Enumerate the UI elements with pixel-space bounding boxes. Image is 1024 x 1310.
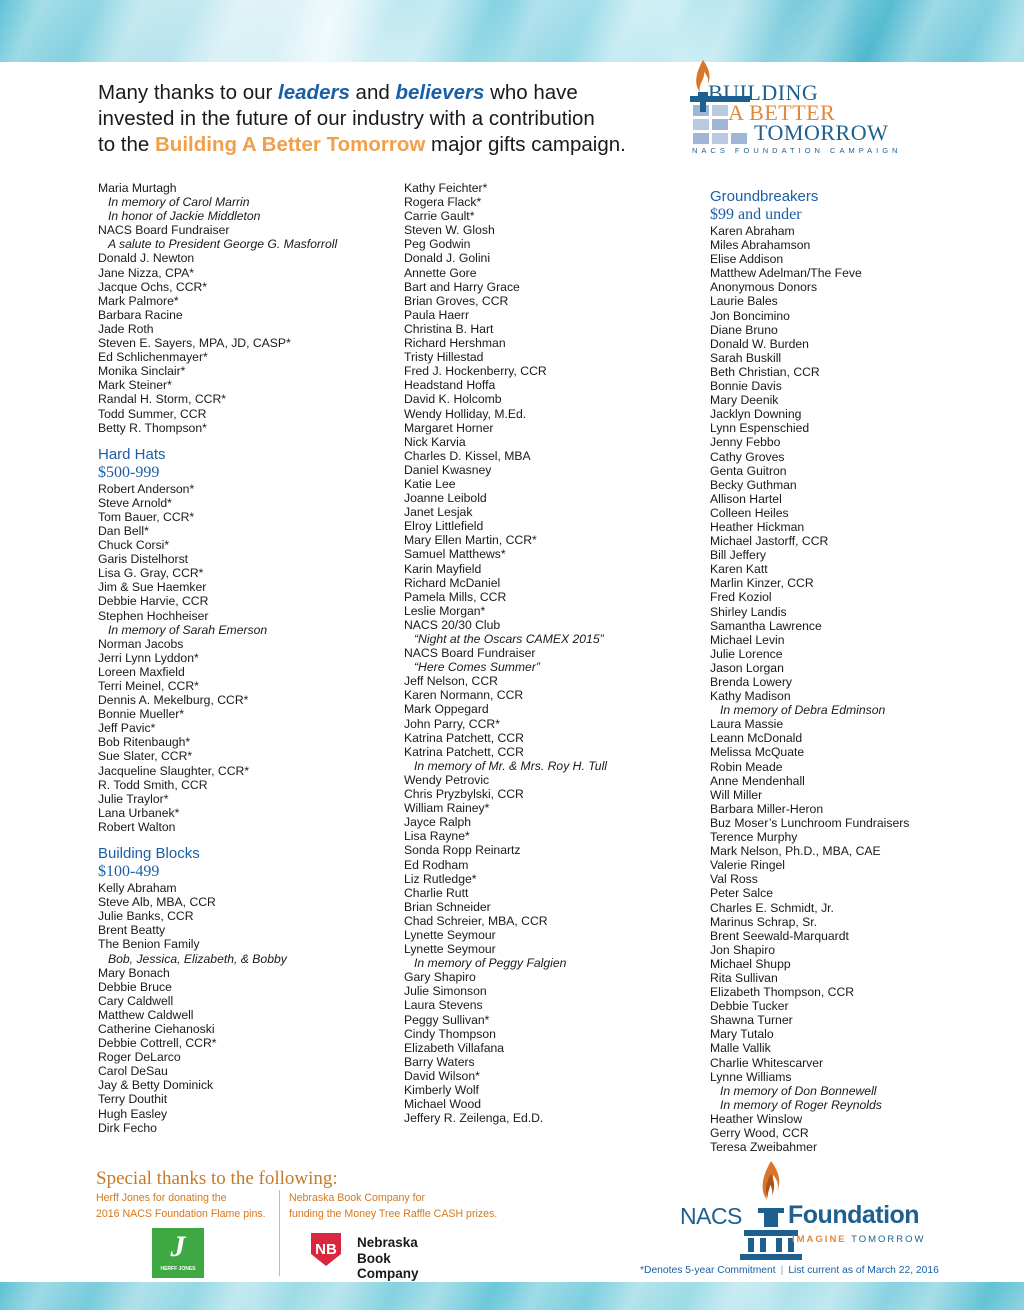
donor-name: Peter Salce bbox=[710, 886, 774, 901]
donor-name: R. Todd Smith, CCR bbox=[98, 777, 208, 792]
donor-name: Diane Bruno bbox=[710, 322, 778, 337]
donor-name: Colleen Heiles bbox=[710, 505, 789, 520]
donor-name: Lana Urbanek* bbox=[98, 805, 180, 820]
campaign-logo-line3: TOMORROW bbox=[754, 120, 889, 145]
nebraska-book-logo bbox=[308, 1230, 438, 1281]
donor-name: Chris Pryzbylski, CCR bbox=[404, 787, 524, 802]
donor-name: Kathy Madison bbox=[710, 689, 791, 704]
donor-name: Michael Levin bbox=[710, 632, 785, 647]
nacs-logo-text: NACS bbox=[680, 1203, 742, 1229]
donor-name: Will Miller bbox=[710, 787, 763, 802]
headline-believers: believers bbox=[395, 81, 485, 104]
donor-dedication: In memory of Sarah Emerson bbox=[108, 622, 268, 637]
donor-column-3 bbox=[710, 177, 909, 1154]
donor-name: Beth Christian, CCR bbox=[710, 364, 820, 379]
donor-name: John Parry, CCR* bbox=[404, 716, 500, 731]
donor-name: Terri Meinel, CCR* bbox=[98, 679, 199, 693]
donor-name: Terence Murphy bbox=[710, 830, 798, 845]
donor-name: Tom Bauer, CCR* bbox=[98, 509, 195, 524]
headline-text: major gifts campaign. bbox=[425, 133, 626, 156]
donor-name: Mary Tutalo bbox=[710, 1027, 774, 1042]
donor-name: Debbie Bruce bbox=[98, 979, 172, 994]
donor-name: Jacqueline Slaughter, CCR* bbox=[98, 763, 250, 778]
donor-name: Steve Alb, MBA, CCR bbox=[98, 895, 216, 910]
donor-name: Jason Lorgan bbox=[710, 660, 784, 675]
donor-name: Cary Caldwell bbox=[98, 993, 174, 1008]
donor-name: Carrie Gault* bbox=[404, 209, 475, 224]
donor-name: Julie Banks, CCR bbox=[98, 909, 194, 924]
nebraska-note-line: funding the Money Tree Raffle CASH prizes. bbox=[289, 1208, 498, 1220]
donor-name: Brian Schneider bbox=[404, 899, 491, 914]
donor-name: Elizabeth Villafana bbox=[404, 1040, 505, 1055]
nebraska-book-mark-icon bbox=[308, 1230, 344, 1268]
donor-name: Allison Hartel bbox=[710, 491, 782, 506]
donor-name: Chad Schreier, MBA, CCR bbox=[404, 913, 548, 928]
donor-name: Elise Addison bbox=[710, 252, 784, 267]
donor-name: Malle Vallik bbox=[710, 1041, 771, 1056]
donor-name: Elroy Littlefield bbox=[404, 519, 484, 534]
donor-name: Jeffery R. Zeilenga, Ed.D. bbox=[404, 1111, 544, 1126]
headline-text: to the bbox=[98, 133, 155, 156]
donor-name: Brenda Lowery bbox=[710, 675, 792, 689]
donor-name: Brian Groves, CCR bbox=[404, 293, 509, 308]
giving-level-range: $100-499 bbox=[98, 863, 160, 881]
nebraska-note bbox=[289, 1190, 497, 1222]
donor-name: Lynne Williams bbox=[710, 1069, 792, 1084]
giving-level-range: $500-999 bbox=[98, 463, 160, 481]
footnote-separator: | bbox=[780, 1265, 784, 1276]
donor-name: Maria Murtagh bbox=[98, 181, 177, 195]
herff-jones-note-line: 2016 NACS Foundation Flame pins. bbox=[96, 1208, 266, 1220]
donor-name: Peggy Sullivan* bbox=[404, 1012, 490, 1027]
campaign-logo-line1: BUILDING bbox=[708, 80, 819, 105]
donor-name: Shirley Landis bbox=[710, 604, 787, 619]
campaign-logo-tagline: NACS FOUNDATION CAMPAIGN bbox=[692, 146, 902, 155]
donor-name: Liz Rutledge* bbox=[404, 871, 477, 886]
donor-name: Peg Godwin bbox=[404, 237, 471, 252]
donor-name: NACS Board Fundraiser bbox=[98, 223, 230, 238]
donor-name: Elizabeth Thompson, CCR bbox=[710, 985, 855, 1000]
donor-name: Matthew Adelman/The Feve bbox=[710, 266, 862, 281]
donor-name: Joanne Leibold bbox=[404, 491, 487, 506]
donor-name: Heather Hickman bbox=[710, 519, 805, 534]
campaign-logo-line2: A BETTER bbox=[728, 100, 836, 125]
foundation-logo-text: Foundation bbox=[788, 1201, 920, 1229]
donor-name: Mark Palmore* bbox=[98, 293, 179, 308]
donor-name: Brent Seewald-Marquardt bbox=[710, 928, 849, 943]
donor-name: Tristy Hillestad bbox=[404, 350, 484, 365]
nacs-foundation-logo bbox=[680, 1160, 940, 1260]
donor-column-2 bbox=[404, 181, 607, 1125]
donor-name: Anne Mendenhall bbox=[710, 773, 805, 788]
donor-name: Heather Winslow bbox=[710, 1111, 803, 1126]
herff-jones-note bbox=[96, 1190, 266, 1222]
donor-name: Lynette Seymour bbox=[404, 942, 496, 957]
donor-name: Katrina Patchett, CCR bbox=[404, 744, 524, 759]
donor-name: Wendy Holliday, M.Ed. bbox=[404, 406, 527, 421]
donor-dedication: In memory of Mr. & Mrs. Roy H. Tull bbox=[414, 758, 607, 773]
donor-name: Barbara Racine bbox=[98, 307, 183, 322]
donor-name: Bonnie Mueller* bbox=[98, 707, 185, 722]
donor-name: Kimberly Wolf bbox=[404, 1083, 479, 1097]
donor-name: Lynette Seymour bbox=[404, 927, 496, 942]
donor-dedication: A salute to President George G. Masforroll bbox=[108, 237, 338, 252]
donor-name: Mary Bonach bbox=[98, 965, 170, 980]
donor-name: Samuel Matthews* bbox=[404, 547, 506, 562]
donor-name: Lisa G. Gray, CCR* bbox=[98, 566, 204, 581]
donor-name: Karen Abraham bbox=[710, 224, 795, 238]
special-thanks-title: Special thanks to the following: bbox=[96, 1168, 338, 1189]
donor-name: William Rainey* bbox=[404, 801, 490, 816]
donor-dedication: In memory of Roger Reynolds bbox=[720, 1097, 882, 1112]
donor-name: Jeff Nelson, CCR bbox=[404, 674, 498, 689]
donor-name: Dennis A. Mekelburg, CCR* bbox=[98, 693, 249, 708]
donor-name: Wendy Petrovic bbox=[404, 772, 490, 787]
donor-name: Leann McDonald bbox=[710, 731, 803, 746]
donor-name: Jacque Ochs, CCR* bbox=[98, 279, 208, 294]
donor-name: Bart and Harry Grace bbox=[404, 279, 520, 294]
donor-name: Julie Simonson bbox=[404, 984, 487, 999]
donor-name: Pamela Mills, CCR bbox=[404, 589, 507, 604]
donor-name: Stephen Hochheiser bbox=[98, 608, 209, 623]
donor-name: Miles Abrahamson bbox=[710, 238, 811, 253]
donor-name: Randal H. Storm, CCR* bbox=[98, 392, 227, 407]
donor-name: NACS 20/30 Club bbox=[404, 617, 501, 632]
donor-name: Lisa Rayne* bbox=[404, 829, 470, 844]
donor-name: Shawna Turner bbox=[710, 1013, 793, 1028]
donor-name: Janet Lesjak bbox=[404, 505, 473, 520]
donor-name: Jade Roth bbox=[98, 321, 154, 336]
donor-name: Jon Boncimino bbox=[710, 308, 790, 323]
headline-text: invested in the future of our industry with a contribution bbox=[98, 107, 595, 130]
divider bbox=[279, 1190, 280, 1276]
donor-name: Headstand Hoffa bbox=[404, 378, 496, 393]
donor-name: Jeff Pavic* bbox=[98, 721, 156, 736]
donor-dedication: In memory of Debra Edminson bbox=[720, 703, 886, 718]
donor-name: Jayce Ralph bbox=[404, 815, 472, 830]
donor-name: Debbie Tucker bbox=[710, 999, 789, 1014]
footnote bbox=[640, 1265, 939, 1276]
donor-name: Kathy Feichter* bbox=[404, 181, 488, 195]
donor-name: Chuck Corsi* bbox=[98, 538, 170, 553]
donor-name: Sue Slater, CCR* bbox=[98, 749, 193, 764]
donor-name: Samantha Lawrence bbox=[710, 618, 822, 633]
campaign-logo bbox=[684, 58, 904, 158]
donor-name: Gary Shapiro bbox=[404, 970, 476, 985]
flame-icon bbox=[756, 1160, 786, 1212]
giving-level-range: $99 and under bbox=[710, 206, 802, 223]
giving-level-heading: Groundbreakers bbox=[710, 188, 819, 205]
list-date: List current as of March 22, 2016 bbox=[788, 1265, 939, 1276]
donor-name: Laurie Bales bbox=[710, 294, 778, 309]
donor-name: Anonymous Donors bbox=[710, 280, 818, 295]
donor-name: Monika Sinclair* bbox=[98, 364, 186, 379]
donor-name: Roger DeLarco bbox=[98, 1050, 181, 1065]
donor-name: Terry Douthit bbox=[98, 1092, 168, 1107]
donor-name: Matthew Caldwell bbox=[98, 1007, 194, 1022]
donor-name: Jim & Sue Haemker bbox=[98, 580, 207, 595]
nebraska-logo-line2: Book Company bbox=[357, 1251, 419, 1281]
donor-name: Dirk Fecho bbox=[98, 1120, 157, 1135]
donor-name: Garis Distelhorst bbox=[98, 552, 189, 567]
donor-dedication: In honor of Jackie Middleton bbox=[108, 209, 261, 224]
donor-name: Marinus Schrap, Sr. bbox=[710, 914, 818, 929]
donor-name: Cathy Groves bbox=[710, 449, 785, 464]
headline-text: and bbox=[349, 81, 396, 104]
donor-name: Donald J. Newton bbox=[98, 251, 195, 266]
donor-name: Katie Lee bbox=[404, 476, 456, 491]
herff-jones-glyph-icon: J bbox=[170, 1230, 186, 1263]
donor-name: Richard McDaniel bbox=[404, 575, 501, 590]
donor-name: Karen Katt bbox=[710, 562, 768, 577]
donor-name: David Wilson* bbox=[404, 1068, 480, 1083]
donor-name: Betty R. Thompson* bbox=[98, 420, 207, 435]
herff-jones-logo bbox=[152, 1228, 204, 1278]
donor-name: Sarah Buskill bbox=[710, 350, 782, 365]
headline-text: who have bbox=[484, 81, 578, 104]
donor-name: Dan Bell* bbox=[98, 523, 149, 538]
donor-name: Richard Hershman bbox=[404, 336, 506, 351]
donor-name: Annette Gore bbox=[404, 265, 477, 280]
top-banner bbox=[0, 0, 1024, 62]
donor-name: Charlie Whitescarver bbox=[710, 1055, 824, 1070]
donor-name: Nick Karvia bbox=[404, 434, 466, 449]
donor-name: Michael Wood bbox=[404, 1097, 481, 1112]
donor-name: Val Ross bbox=[710, 872, 758, 887]
donor-name: Teresa Zweibahmer bbox=[710, 1140, 818, 1155]
donor-name: Laura Stevens bbox=[404, 998, 483, 1013]
donor-name: Donald J. Golini bbox=[404, 251, 491, 266]
donor-dedication: In memory of Peggy Falgien bbox=[414, 956, 567, 971]
donor-name: Valerie Ringel bbox=[710, 858, 785, 873]
donor-name: Lynn Espenschied bbox=[710, 421, 810, 436]
donor-name: Steven W. Glosh bbox=[404, 223, 495, 238]
donor-name: Charlie Rutt bbox=[404, 885, 469, 900]
donor-name: Gerry Wood, CCR bbox=[710, 1126, 809, 1140]
donor-name: Robin Meade bbox=[710, 759, 783, 774]
donor-name: Mark Steiner* bbox=[98, 378, 172, 393]
donor-name: Buz Moser’s Lunchroom Fundraisers bbox=[710, 815, 910, 830]
donor-name: Charles D. Kissel, MBA bbox=[404, 448, 531, 463]
donor-name: Jacklyn Downing bbox=[710, 407, 802, 422]
donor-name: Kelly Abraham bbox=[98, 881, 177, 896]
donor-name: Sonda Ropp Reinartz bbox=[404, 843, 521, 858]
donor-name: Charles E. Schmidt, Jr. bbox=[710, 900, 834, 915]
donor-name: Genta Guitron bbox=[710, 463, 787, 478]
giving-level-heading: Hard Hats bbox=[98, 445, 166, 463]
donor-name: Robert Walton bbox=[98, 819, 176, 834]
donor-name: Leslie Morgan* bbox=[404, 603, 486, 618]
donor-name: Mark Nelson, Ph.D., MBA, CAE bbox=[710, 844, 881, 859]
donor-name: Jenny Febbo bbox=[710, 435, 781, 450]
donor-name: Hugh Easley bbox=[98, 1106, 168, 1121]
donor-name: NACS Board Fundraiser bbox=[404, 646, 536, 661]
donor-name: Todd Summer, CCR bbox=[98, 406, 207, 421]
donor-name: Ed Rodham bbox=[404, 857, 469, 872]
nebraska-note-line: Nebraska Book Company for bbox=[289, 1192, 426, 1204]
donor-name: Cindy Thompson bbox=[404, 1026, 496, 1041]
donor-name: Carol DeSau bbox=[98, 1064, 168, 1079]
donor-dedication: “Here Comes Summer” bbox=[414, 660, 540, 675]
donor-name: Loreen Maxfield bbox=[98, 664, 185, 679]
imagine-text: IMAGINE bbox=[792, 1234, 847, 1245]
donor-name: Debbie Harvie, CCR bbox=[98, 594, 209, 609]
donor-name: The Benion Family bbox=[98, 937, 200, 952]
donor-name: Norman Jacobs bbox=[98, 636, 184, 651]
donor-name: Laura Massie bbox=[710, 717, 784, 732]
donor-name: Steven E. Sayers, MPA, JD, CASP* bbox=[98, 336, 291, 351]
donor-name: Bob Ritenbaugh* bbox=[98, 735, 191, 750]
donor-name: Jay & Betty Dominick bbox=[98, 1078, 214, 1093]
donor-name: Melissa McQuate bbox=[710, 745, 805, 760]
herff-jones-note-line: Herff Jones for donating the bbox=[96, 1192, 227, 1204]
donor-name: Jon Shapiro bbox=[710, 942, 776, 957]
donor-name: Barbara Miller-Heron bbox=[710, 801, 824, 816]
donor-name: Bonnie Davis bbox=[710, 379, 782, 394]
donor-name: Rita Sullivan bbox=[710, 970, 778, 985]
headline-leaders: leaders bbox=[278, 81, 350, 104]
donor-name: Daniel Kwasney bbox=[404, 462, 492, 477]
imagine-tomorrow-tagline bbox=[792, 1234, 926, 1245]
donor-dedication: In memory of Carol Marrin bbox=[108, 195, 250, 210]
donor-name: Jane Nizza, CPA* bbox=[98, 265, 194, 280]
donor-name: Michael Jastorff, CCR bbox=[710, 534, 829, 549]
donor-name: Mark Oppegard bbox=[404, 702, 489, 717]
donor-name: Karin Mayfield bbox=[404, 561, 482, 576]
donor-name: Becky Guthman bbox=[710, 477, 797, 492]
donor-name: Mary Deenik bbox=[710, 393, 779, 408]
svg-text:NB: NB bbox=[315, 1241, 337, 1258]
donor-name: Steve Arnold* bbox=[98, 495, 172, 510]
tomorrow-text: TOMORROW bbox=[851, 1234, 926, 1245]
donor-column-1 bbox=[98, 181, 337, 1135]
donor-name: Julie Lorence bbox=[710, 646, 783, 661]
commitment-note: *Denotes 5-year Commitment bbox=[640, 1265, 776, 1276]
donor-name: Fred J. Hockenberry, CCR bbox=[404, 364, 547, 379]
nebraska-logo-line1: Nebraska bbox=[357, 1235, 418, 1250]
donor-name: Michael Shupp bbox=[710, 956, 791, 971]
donor-name: Julie Traylor* bbox=[98, 791, 169, 806]
donor-name: Mary Ellen Martin, CCR* bbox=[404, 533, 537, 548]
donor-name: Karen Normann, CCR bbox=[404, 688, 524, 703]
donor-name: Donald W. Burden bbox=[710, 336, 809, 351]
donor-dedication: “Night at the Oscars CAMEX 2015” bbox=[414, 632, 604, 646]
headline-text: Many thanks to our bbox=[98, 81, 279, 104]
giving-level-heading: Building Blocks bbox=[98, 845, 200, 863]
donor-name: Christina B. Hart bbox=[404, 321, 494, 336]
donor-name: Marlin Kinzer, CCR bbox=[710, 576, 814, 591]
headline-campaign: Building A Better Tomorrow bbox=[155, 133, 426, 156]
donor-name: Brent Beatty bbox=[98, 923, 166, 938]
donor-name: Bill Jeffery bbox=[710, 548, 766, 563]
donor-name: Katrina Patchett, CCR bbox=[404, 730, 524, 745]
donor-dedication: In memory of Don Bonnewell bbox=[720, 1083, 877, 1098]
donor-name: Barry Waters bbox=[404, 1054, 475, 1069]
donor-name: Margaret Horner bbox=[404, 420, 494, 435]
donor-dedication: Bob, Jessica, Elizabeth, & Bobby bbox=[108, 951, 287, 966]
bottom-banner bbox=[0, 1282, 1024, 1310]
herff-jones-logo-text: HERFF JONES bbox=[160, 1266, 196, 1272]
donor-name: Jerri Lynn Lyddon* bbox=[98, 650, 199, 665]
donor-name: Rogera Flack* bbox=[404, 195, 482, 210]
headline bbox=[98, 80, 658, 158]
donor-name: Fred Koziol bbox=[710, 590, 772, 605]
donor-name: David K. Holcomb bbox=[404, 392, 502, 407]
donor-name: Debbie Cottrell, CCR* bbox=[98, 1036, 217, 1051]
donor-name: Robert Anderson* bbox=[98, 481, 195, 496]
donor-name: Catherine Ciehanoski bbox=[98, 1021, 215, 1036]
donor-name: Ed Schlichenmayer* bbox=[98, 350, 208, 365]
donor-name: Paula Haerr bbox=[404, 307, 470, 322]
